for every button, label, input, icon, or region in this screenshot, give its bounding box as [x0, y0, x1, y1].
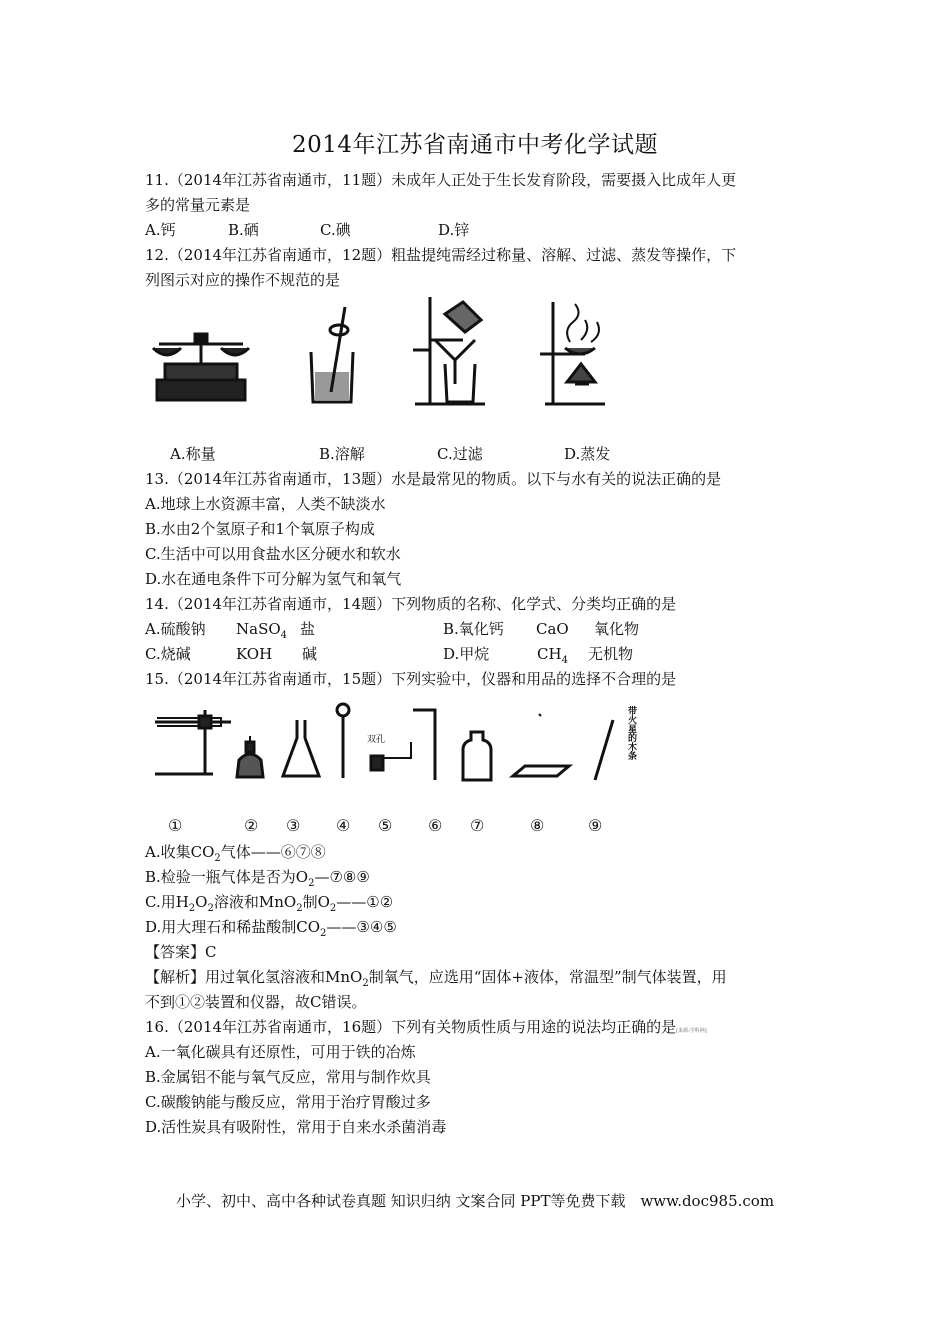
q14-b-class: 氧化物: [594, 620, 640, 638]
q15-stem: 15.（2014年江苏省南通市，15题）下列实验中，仪器和用品的选择不合理的是: [145, 670, 677, 688]
q12-stem-line2: 列图示对应的操作不规范的是: [145, 271, 341, 289]
q15-analysis-line2: 不到①②装置和仪器，故C错误。: [145, 993, 367, 1011]
q11-option-d: D.锌: [438, 221, 470, 239]
beaker-illustration: [311, 307, 353, 402]
q14-stem: 14.（2014年江苏省南通市，14题）下列物质的名称、化学式、分类均正确的是: [145, 595, 677, 613]
q12-stem-line1: 12.（2014年江苏省南通市，12题）粗盐提纯需经过称量、溶解、过滤、蒸发等操作，下: [145, 246, 737, 264]
q13-option-b: B.水由2个氢原子和1个氧原子构成: [145, 520, 375, 538]
q15-number-7: ⑦: [470, 816, 485, 835]
conical-flask-illustration: [283, 720, 319, 776]
q16-option-d: D.活性炭具有吸附性，常用于自来水杀菌消毒: [145, 1118, 447, 1136]
q15-option-c: C.用$H_2O_2$溶液和MnO$_2$制$O_2——①②$: [145, 893, 394, 914]
q15-number-5: ⑤: [378, 816, 393, 835]
q11-stem-line2: 多的常量元素是: [145, 196, 251, 214]
q16-option-a: A.一氧化碳具有还原性，可用于铁的冶炼: [145, 1043, 416, 1061]
funnel-illustration: [337, 704, 349, 778]
splint-illustration: [595, 705, 637, 780]
q15-option-a: A.收集$CO_2$气体——⑥⑦⑧: [145, 843, 326, 864]
q15-option-d: D.用大理石和稀盐酸制$CO_2——③④⑤$: [145, 918, 397, 939]
q14-d-formula: $CH_4$: [537, 645, 568, 666]
q14-d-letter: D.甲烷: [443, 645, 490, 663]
q16-option-c: C.碳酸钠能与酸反应，常用于治疗胃酸过多: [145, 1093, 431, 1111]
q14-c-class: 碱: [302, 645, 318, 663]
q11-option-a: A.钙: [145, 221, 176, 239]
q15-number-3: ③: [286, 816, 301, 835]
q14-b-letter: B.氧化钙: [443, 620, 504, 638]
q15-number-4: ④: [336, 816, 351, 835]
q14-a-class: 盐: [300, 620, 316, 638]
q13-option-d: D.水在通电条件下可分解为氢气和氧气: [145, 570, 402, 588]
q12-option-c: C.过滤: [437, 445, 483, 463]
q12-apparatus-figure: [145, 292, 625, 417]
q14-d-class: 无机物: [588, 645, 634, 663]
stopper-label: 双孔: [367, 735, 386, 745]
filtration-illustration: [413, 297, 485, 404]
q15-analysis-line1: 【解析】用过氧化氢溶液和MnO$_2$制氧气，应选用“固体+液体，常温型”制气体装置，用: [145, 968, 727, 989]
glass-tube-illustration: [413, 710, 435, 780]
q15-apparatus-figure: [145, 692, 655, 797]
splint-label: 带火星的木条: [626, 706, 636, 760]
glass-plate-illustration: [513, 714, 569, 776]
gas-bottle-illustration: [463, 732, 491, 780]
q14-b-formula: CaO: [536, 620, 569, 638]
alcohol-lamp-illustration: [237, 736, 263, 777]
q14-a-formula: NaSO$_4$: [236, 620, 288, 641]
q14-a-letter: A.硫酸钠: [145, 620, 206, 638]
q12-option-d: D.蒸发: [564, 445, 611, 463]
q15-number-2: ②: [244, 816, 259, 835]
q13-stem: 13.（2014年江苏省南通市，13题）水是最常见的物质。以下与水有关的说法正确的是: [145, 470, 722, 488]
page-title: 2014年江苏省南通市中考化学试题: [291, 132, 659, 158]
page-footer[interactable]: 小学、初中、高中各种试卷真题 知识归纳 文案合同 PPT等免费下载 www.doc985.com: [175, 1192, 775, 1210]
q14-c-letter: C.烧碱: [145, 645, 191, 663]
two-hole-stopper-illustration: [367, 733, 411, 770]
q16-stem: 16.（2014年江苏省南通市，16题）下列有关物质性质与用途的说法均正确的是[来源:学科网]: [145, 1018, 707, 1036]
q11-option-b: B.硒: [228, 221, 259, 239]
source-watermark: [来源:学科网]: [676, 1028, 707, 1034]
q15-number-9: ⑨: [588, 816, 603, 835]
q16-option-b: B.金属铝不能与氧气反应，常用与制作炊具: [145, 1068, 431, 1086]
q12-option-b: B.溶解: [319, 445, 365, 463]
iron-stand-illustration: [155, 710, 231, 774]
q13-option-a: A.地球上水资源丰富，人类不缺淡水: [145, 495, 386, 513]
q14-c-formula: KOH: [236, 645, 273, 663]
q15-option-b: B.检验一瓶气体是否为$O_2—⑦⑧⑨$: [145, 868, 370, 889]
evaporation-illustration: [540, 302, 605, 404]
balance-illustration: [153, 334, 249, 400]
q11-option-c: C.碘: [320, 221, 351, 239]
q15-number-6: ⑥: [428, 816, 443, 835]
q13-option-c: C.生活中可以用食盐水区分硬水和软水: [145, 545, 401, 563]
q12-option-a: A.称量: [170, 445, 216, 463]
q11-stem-line1: 11.（2014年江苏省南通市，11题）未成年人正处于生长发育阶段，需要摄入比成年人更: [145, 171, 737, 189]
q15-answer: 【答案】C: [145, 943, 217, 961]
q15-number-1: ①: [168, 816, 183, 835]
q15-number-8: ⑧: [530, 816, 545, 835]
